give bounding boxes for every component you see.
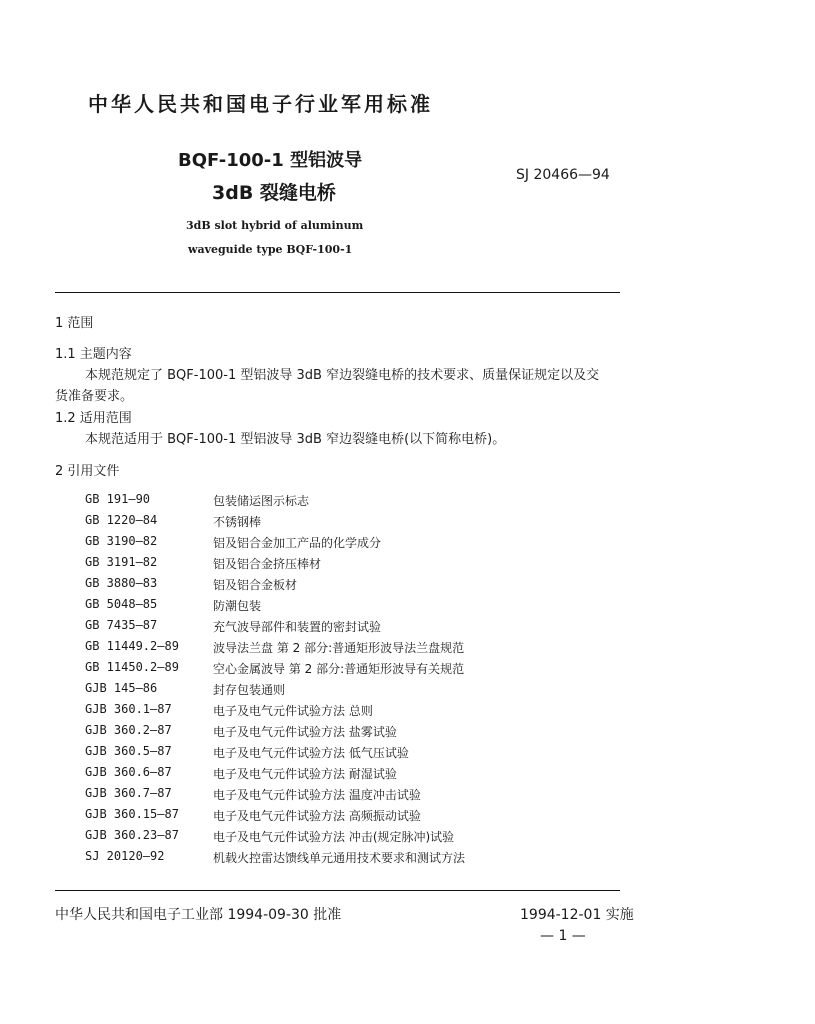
reference-title: 电子及电气元件试验方法 低气压试验 xyxy=(213,746,409,760)
section-2-heading: 2 引用文件 xyxy=(55,464,120,479)
reference-title: 波导法兰盘 第 2 部分:普通矩形波导法兰盘规范 xyxy=(213,641,465,655)
section-1-2-heading: 1.2 适用范围 xyxy=(55,411,132,426)
reference-code: GB 191—90 xyxy=(85,492,151,506)
top-divider xyxy=(55,292,620,293)
reference-code: GJB 360.1—87 xyxy=(85,702,172,716)
section-1-1-text-line1: 本规范规定了 BQF-100-1 型铝波导 3dB 窄边裂缝电桥的技术要求、质量保证规定以及交 xyxy=(85,368,600,383)
reference-title: 电子及电气元件试验方法 总则 xyxy=(213,704,373,718)
section-1-1-text-line2: 货准备要求。 xyxy=(55,389,134,404)
reference-title: 铝及铝合金板材 xyxy=(213,578,298,592)
reference-title: 包装储运图示标志 xyxy=(213,494,310,508)
reference-code: GB 3880—83 xyxy=(85,576,158,590)
reference-title: 不锈钢棒 xyxy=(213,515,262,529)
reference-title: 电子及电气元件试验方法 耐湿试验 xyxy=(213,767,397,781)
reference-code: SJ 20120—92 xyxy=(85,849,165,863)
reference-code: GJB 360.6—87 xyxy=(85,765,172,779)
section-1-2-text: 本规范适用于 BQF-100-1 型铝波导 3dB 窄边裂缝电桥(以下简称电桥)。 xyxy=(85,432,506,447)
document-title-line2: 3dB 裂缝电桥 xyxy=(212,182,336,204)
reference-title: 电子及电气元件试验方法 高频振动试验 xyxy=(213,809,421,823)
reference-title: 充气波导部件和装置的密封试验 xyxy=(213,620,382,634)
reference-title: 电子及电气元件试验方法 温度冲击试验 xyxy=(213,788,421,802)
reference-code: GJB 360.7—87 xyxy=(85,786,172,800)
bottom-divider xyxy=(55,890,620,891)
reference-title: 封存包装通则 xyxy=(213,683,286,697)
reference-code: GB 3190—82 xyxy=(85,534,158,548)
reference-code: GB 7435—87 xyxy=(85,618,158,632)
reference-title: 空心金属波导 第 2 部分:普通矩形波导有关规范 xyxy=(213,662,465,676)
document-title-line1: BQF-100-1 型铝波导 xyxy=(178,150,363,171)
reference-code: GB 11450.2—89 xyxy=(85,660,179,674)
section-1-1-heading: 1.1 主题内容 xyxy=(55,347,132,362)
reference-title: 电子及电气元件试验方法 冲击(规定脉冲)试验 xyxy=(213,830,455,844)
reference-code: GB 1220—84 xyxy=(85,513,158,527)
reference-code: GB 5048—85 xyxy=(85,597,158,611)
implementation-date: 1994-12-01 实施 xyxy=(520,907,634,923)
reference-title: 铝及铝合金加工产品的化学成分 xyxy=(213,536,382,550)
reference-code: GJB 360.2—87 xyxy=(85,723,172,737)
standard-code: SJ 20466—94 xyxy=(516,167,610,183)
page-number: — 1 — xyxy=(540,928,586,944)
reference-title: 电子及电气元件试验方法 盐雾试验 xyxy=(213,725,397,739)
approval-note: 中华人民共和国电子工业部 1994-09-30 批准 xyxy=(55,907,342,923)
section-1-heading: 1 范围 xyxy=(55,316,94,331)
reference-code: GJB 145—86 xyxy=(85,681,158,695)
reference-title: 机载火控雷达馈线单元通用技术要求和测试方法 xyxy=(213,851,466,865)
reference-code: GJB 360.23—87 xyxy=(85,828,179,842)
standard-category-header: 中华人民共和国电子行业军用标准 xyxy=(88,92,433,116)
reference-code: GJB 360.5—87 xyxy=(85,744,172,758)
reference-code: GB 11449.2—89 xyxy=(85,639,179,653)
reference-title: 防潮包装 xyxy=(213,599,262,613)
reference-code: GJB 360.15—87 xyxy=(85,807,179,821)
english-title-line1: 3dB slot hybrid of aluminum xyxy=(186,219,364,232)
reference-title: 铝及铝合金挤压棒材 xyxy=(213,557,322,571)
english-title-line2: waveguide type BQF-100-1 xyxy=(188,243,353,256)
reference-code: GB 3191—82 xyxy=(85,555,158,569)
